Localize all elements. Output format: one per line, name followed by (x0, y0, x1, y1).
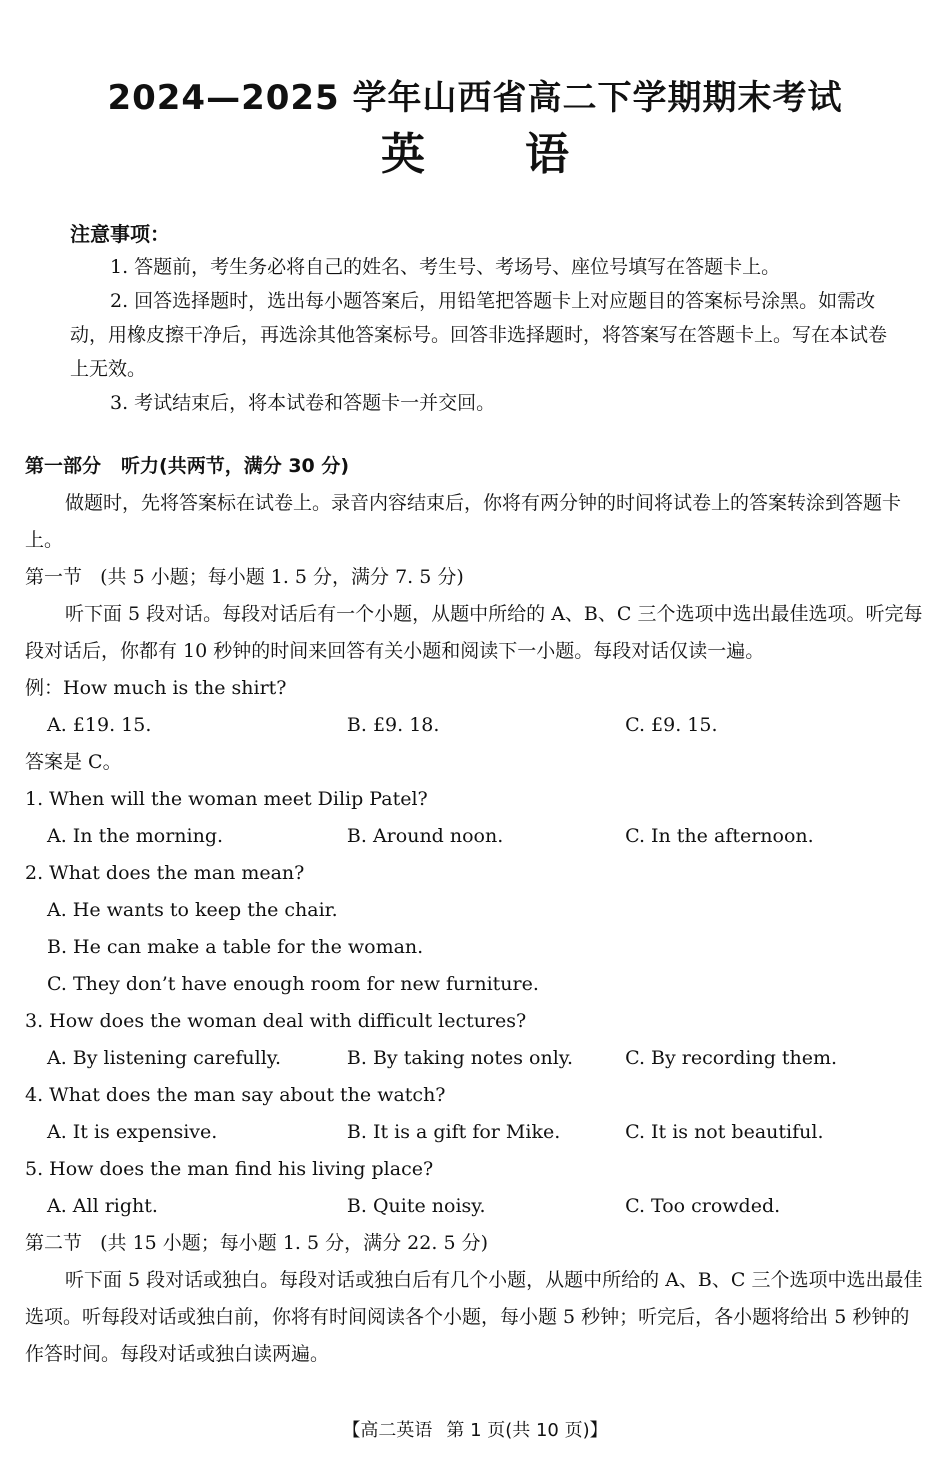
question-4-options (25, 1114, 925, 1151)
option-b: B. By taking notes only. (346, 1047, 574, 1069)
footer-page: 第 1 页(共 10 页)】 (446, 1420, 608, 1441)
option-a: A. It is expensive. (47, 1121, 218, 1143)
footer-subject: 【高二英语 (342, 1420, 433, 1441)
question-5: 5. How does the man find his living place? (25, 1158, 434, 1180)
part1-intro: 做题时，先将答案标在试卷上。录音内容结束后，你将有两分钟的时间将试卷上的答案转涂到答题卡上。 (25, 492, 902, 551)
option-a: A. £19. 15. (47, 714, 152, 736)
option-b: B. It is a gift for Mike. (346, 1121, 561, 1143)
question-1-options (25, 818, 925, 855)
notice-item: 3. 考试结束后，将本试卷和答题卡一并交回。 (110, 392, 496, 414)
notice-item: 2. 回答选择题时，选出每小题答案后，用铅笔把答题卡上对应题目的答案标号涂黑。如需改动，用橡皮擦干净后，再选涂其他答案标号。回答非选择题时，将答案写在答题卡上。写在本试卷上无效。 (70, 290, 888, 380)
option-c: C. It is not beautiful. (625, 1121, 824, 1143)
option-b: B. £9. 18. (346, 714, 440, 736)
exam-title: 2024—2025 学年山西省高二下学期期末考试 (107, 78, 843, 118)
section2-label: 第二节 (25, 1232, 83, 1254)
section2-heading (25, 1225, 925, 1262)
example-answer: 答案是 C。 (25, 751, 122, 773)
part1-heading (25, 448, 925, 485)
option-b: B. Around noon. (346, 825, 504, 847)
section1-instructions: 听下面 5 段对话。每段对话后有一个小题，从题中所给的 A、B、C 三个选项中选出最佳选项。听完每段对话后，你都有 10 秒钟的时间来回答有关小题和阅读下一小题。每段对话仅读一遍。 (25, 603, 923, 662)
part1-section (25, 448, 925, 1373)
option-c: C. Too crowded. (625, 1195, 781, 1217)
option-b: B. Quite noisy. (346, 1195, 486, 1217)
notice-heading: 注意事项： (70, 222, 170, 246)
option-a: A. By listening carefully. (47, 1047, 282, 1069)
option-c: C. They don’t have enough room for new furniture. (47, 973, 539, 995)
option-a: A. He wants to keep the chair. (47, 899, 338, 921)
option-c: C. In the afternoon. (625, 825, 814, 847)
option-c: C. By recording them. (625, 1047, 838, 1069)
part1-label: 第一部分 (25, 455, 102, 477)
example-options (25, 707, 925, 744)
question-5-options (25, 1188, 925, 1225)
question-3: 3. How does the woman deal with difficult lectures? (25, 1010, 527, 1032)
question-3-options (25, 1040, 925, 1077)
option-b: B. He can make a table for the woman. (47, 936, 424, 958)
option-a: A. In the morning. (47, 825, 224, 847)
example-question: 例：How much is the shirt? (25, 677, 287, 699)
section1-info: (共 5 小题；每小题 1. 5 分，满分 7. 5 分) (100, 566, 464, 588)
page-footer (0, 1416, 950, 1442)
option-a: A. All right. (47, 1195, 158, 1217)
notice-list (70, 250, 890, 420)
question-1: 1. When will the woman meet Dilip Patel? (25, 788, 428, 810)
option-c: C. £9. 15. (625, 714, 718, 736)
question-4: 4. What does the man say about the watch? (25, 1084, 446, 1106)
section2-instructions: 听下面 5 段对话或独白。每段对话或独白后有几个小题，从题中所给的 A、B、C 三个选项中选出最佳选项。听每段对话或独白前，你将有时间阅读各个小题，每小题 5 秒钟；听完后，各小题将给出 5 秒钟的作答时间。每段对话或独白读两遍。 (25, 1269, 923, 1365)
question-2: 2. What does the man mean? (25, 862, 305, 884)
part1-title: 听力(共两节，满分 30 分) (121, 455, 350, 477)
notice-item: 1. 答题前，考生务必将自己的姓名、考生号、考场号、座位号填写在答题卡上。 (110, 256, 781, 278)
section1-heading (25, 559, 925, 596)
section1-label: 第一节 (25, 566, 83, 588)
section2-info: (共 15 小题；每小题 1. 5 分，满分 22. 5 分) (100, 1232, 488, 1254)
exam-subject: 英语 (381, 129, 669, 180)
